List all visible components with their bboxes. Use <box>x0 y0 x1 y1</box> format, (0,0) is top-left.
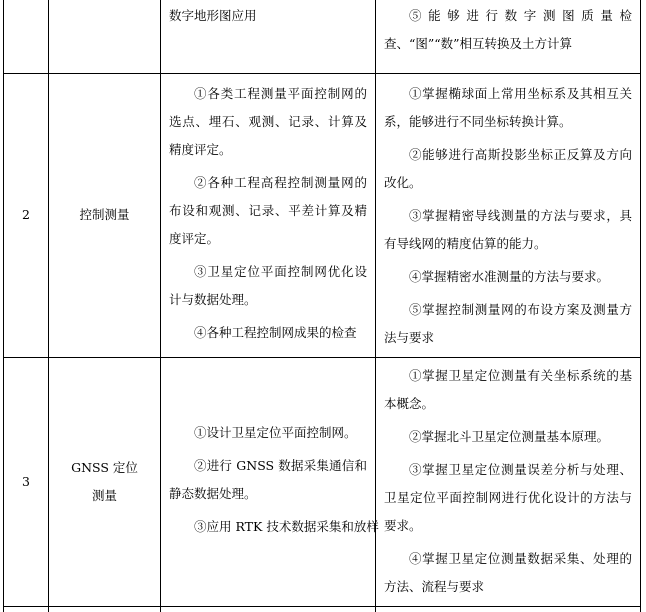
table-row <box>4 357 641 606</box>
row-number-cell: 2 <box>4 73 49 357</box>
content-item: ③应用 RTK 技术数据采集和放样 <box>194 519 379 534</box>
requirements-cell <box>376 0 641 73</box>
content-cell <box>161 606 376 612</box>
content-item: ②进行 GNSS 数据采集通信和静态数据处理。 <box>169 458 367 501</box>
content-cell <box>161 0 376 73</box>
module-name-cell <box>49 0 161 73</box>
table-row <box>4 0 641 73</box>
requirement-item: ③掌握精密导线测量的方法与要求，具有导线网的精度估算的能力。 <box>384 207 632 251</box>
row-number-cell <box>4 0 49 73</box>
module-name-line: 测量 <box>91 487 117 503</box>
module-name-cell <box>49 357 161 606</box>
content-item: ①各类工程测量平面控制网的选点、埋石、观测、记录、计算及精度评定。 <box>169 85 367 157</box>
content-cell <box>161 357 379 606</box>
content-item: ②各种工程高程控制测量网的布设和观测、记录、平差计算及精度评定。 <box>169 174 367 246</box>
row-number-cell: 3 <box>4 357 49 606</box>
content-cell <box>161 73 376 357</box>
table-row <box>4 73 641 357</box>
content-item: 数字地形图应用 <box>169 8 257 23</box>
requirement-item: ①掌握卫星定位测量有关坐标系统的基本概念。 <box>384 367 632 411</box>
module-name-line: GNSS 定位 <box>71 459 138 475</box>
requirement-item: ⑤掌握控制测量网的布设方案及测量方法与要求 <box>384 301 632 345</box>
requirement-item: ②掌握北斗卫星定位测量基本原理。 <box>409 428 610 444</box>
requirements-cell <box>376 73 641 357</box>
requirements-cell <box>376 606 641 612</box>
requirement-item: ⑤能够进行数字测图质量检查、“图”“数”相互转换及土方计算 <box>384 8 632 51</box>
requirement-item: ④掌握精密水准测量的方法与要求。 <box>409 268 610 284</box>
requirement-item: ②能够进行高斯投影坐标正反算及方向改化。 <box>384 146 632 190</box>
module-name-cell <box>49 606 161 612</box>
table-row <box>4 606 641 612</box>
content-item: ③卫星定位平面控制网优化设计与数据处理。 <box>169 263 367 307</box>
row-number-cell <box>4 606 49 612</box>
course-table <box>3 0 641 612</box>
requirement-item: ④掌握卫星定位测量数据采集、处理的方法、流程与要求 <box>384 550 632 594</box>
content-item: ①设计卫星定位平面控制网。 <box>194 425 357 440</box>
requirement-item: ③掌握卫星定位测量误差分析与处理、卫星定位平面控制网进行优化设计的方法与要求。 <box>384 461 632 533</box>
content-item: ④各种工程控制网成果的检查 <box>194 324 357 340</box>
requirement-item: ①掌握椭球面上常用坐标系及其相互关系，能够进行不同坐标转换计算。 <box>384 85 632 129</box>
module-name-cell: 控制测量 <box>49 73 161 357</box>
requirements-cell <box>376 357 641 606</box>
